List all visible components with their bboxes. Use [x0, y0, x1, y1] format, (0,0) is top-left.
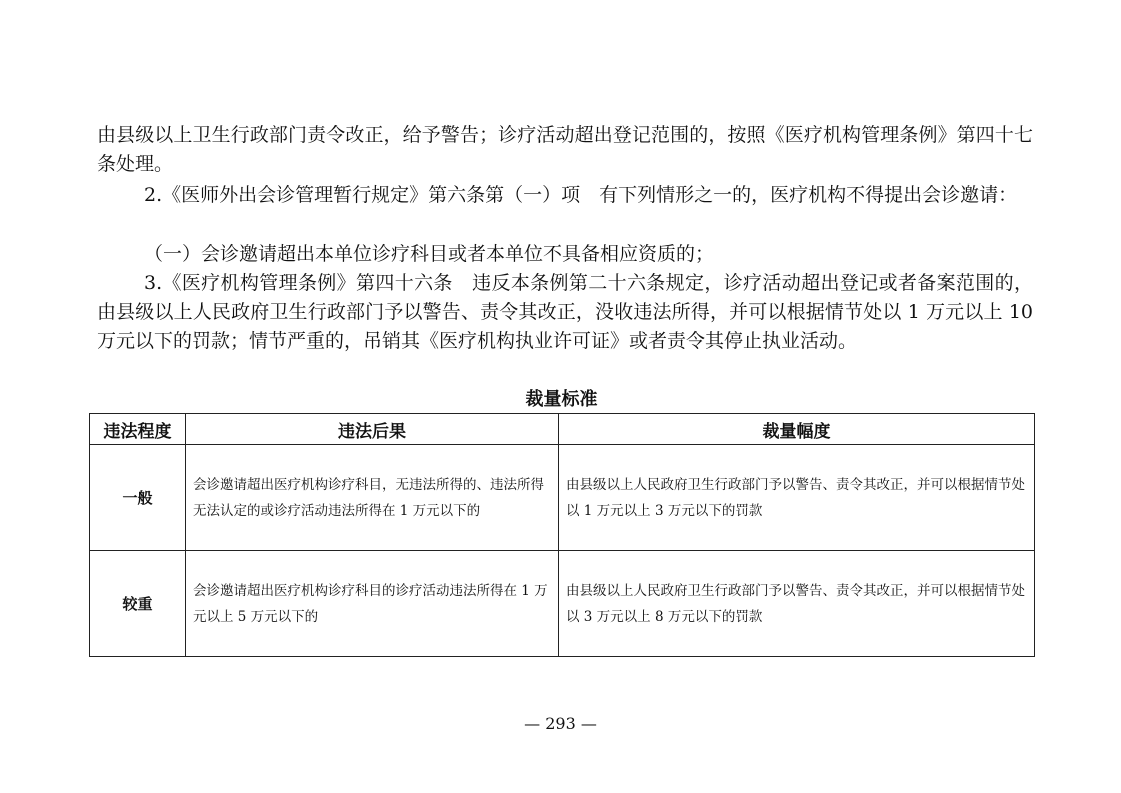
paragraph-4: 3.《医疗机构管理条例》第四十六条 违反本条例第二十六条规定，诊疗活动超出登记或者备案范围的，由县级以上人民政府卫生行政部门予以警告、责令其改正，没收违法所得，并可以根据情节处以 1 万元以上 10 万元以下的罚款；情节严重的，吊销其《医疗机构执业许可证》或者责令其停止执业活动。	[97, 272, 1033, 352]
row-consequence: 会诊邀请超出医疗机构诊疗科目的诊疗活动违法所得在 1 万元以上 5 万元以下的	[186, 551, 559, 657]
row-level: 较重	[90, 551, 186, 657]
paragraph-3: （一）会诊邀请超出本单位诊疗科目或者本单位不具备相应资质的；	[144, 243, 715, 265]
table-row	[90, 551, 1035, 657]
paragraph-2: 2.《医师外出会诊管理暂行规定》第六条第（一）项 有下列情形之一的，医疗机构不得提出会诊邀请：	[144, 184, 1018, 206]
row-penalty: 由县级以上人民政府卫生行政部门予以警告、责令其改正，并可以根据情节处以 1 万元以上 3 万元以下的罚款	[559, 445, 1035, 551]
header-penalty-range: 裁量幅度	[559, 414, 1035, 445]
table-title: 裁量标准	[525, 389, 598, 410]
table-row	[90, 445, 1035, 551]
row-level: 一般	[90, 445, 186, 551]
row-consequence: 会诊邀请超出医疗机构诊疗科目，无违法所得的、违法所得无法认定的或诊疗活动违法所得在 1 万元以下的	[186, 445, 559, 551]
paragraph-1: 由县级以上卫生行政部门责令改正，给予警告；诊疗活动超出登记范围的，按照《医疗机构管理条例》第四十七条处理。	[97, 124, 1033, 175]
discretion-standard-table	[89, 413, 1035, 657]
row-penalty: 由县级以上人民政府卫生行政部门予以警告、责令其改正，并可以根据情节处以 3 万元以上 8 万元以下的罚款	[559, 551, 1035, 657]
header-violation-level: 违法程度	[90, 414, 186, 445]
table-header-row	[90, 414, 1035, 445]
page-number: — 293 —	[524, 714, 597, 733]
header-violation-consequence: 违法后果	[186, 414, 559, 445]
